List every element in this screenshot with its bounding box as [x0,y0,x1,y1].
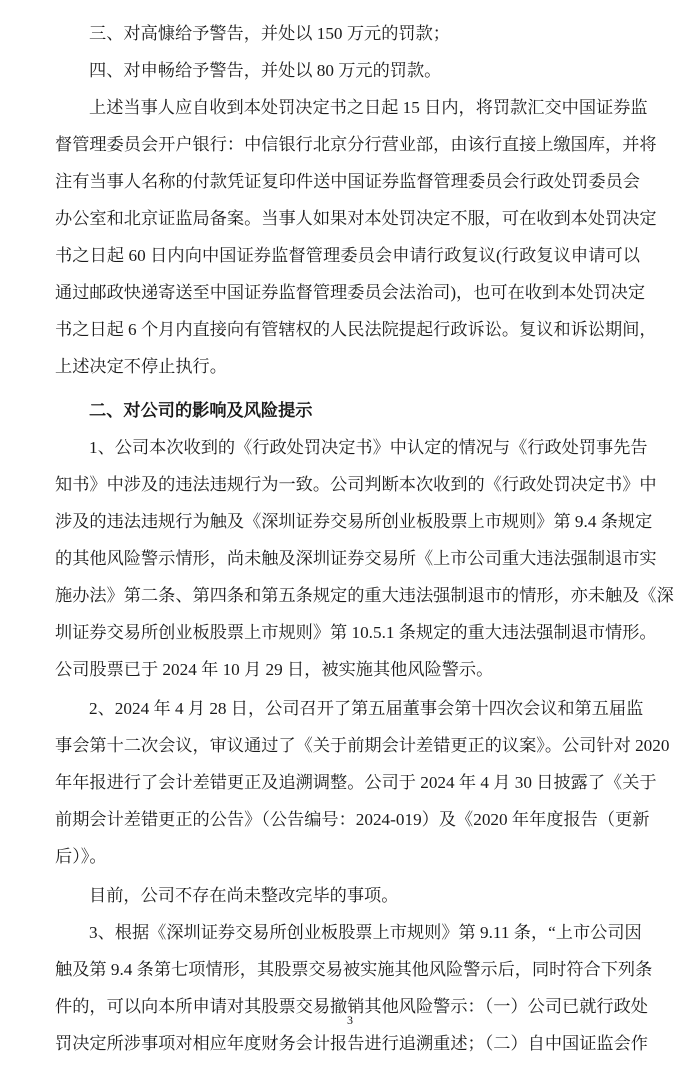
line-item1-6: 圳证券交易所创业板股票上市规则》第 10.5.1 条规定的重大违法强制退市情形。 [55,623,657,642]
line-item2-1: 2、2024 年 4 月 28 日，公司召开了第五届董事会第十四次会议和第五届监 [89,699,644,718]
line-para-payment-2: 督管理委员会开户银行：中信银行北京分行营业部，由该行直接上缴国库，并将 [55,135,657,154]
line-para-payment-8: 上述决定不停止执行。 [55,357,227,376]
line-item3-1: 3、根据《深圳证券交易所创业板股票上市规则》第 9.11 条，“上市公司因 [89,923,642,942]
line-para-payment-1: 上述当事人应自收到本处罚决定书之日起 15 日内，将罚款汇交中国证券监 [89,98,648,117]
line-item1-3: 涉及的违法违规行为触及《深圳证券交易所创业板股票上市规则》第 9.4 条规定 [55,512,653,531]
line-item1-2: 知书》中涉及的违法违规行为一致。公司判断本次收到的《行政处罚决定书》中 [55,475,657,494]
line-para-payment-3: 注有当事人名称的付款凭证复印件送中国证券监督管理委员会行政处罚委员会 [55,172,640,191]
line-item2-2: 事会第十二次会议，审议通过了《关于前期会计差错更正的议案》。公司针对 2020 [55,736,670,755]
line-item1-4: 的其他风险警示情形，尚未触及深圳证券交易所《上市公司重大违法强制退市实 [55,549,657,568]
line-item3-4: 罚决定所涉事项对相应年度财务会计报告进行追溯重述；（二）自中国证监会作 [55,1034,648,1053]
section-heading: 二、对公司的影响及风险提示 [89,401,313,420]
line-item2-5: 后）》。 [55,847,107,866]
line-para-payment-5: 书之日起 60 日内向中国证券监督管理委员会申请行政复议(行政复议申请可以 [55,246,640,265]
line-current-status: 目前，公司不存在尚未整改完毕的事项。 [89,886,399,905]
line-para-payment-7: 书之日起 6 个月内直接向有管辖权的人民法院提起行政诉讼。复议和诉讼期间， [55,320,657,339]
line-item2-3: 年年报进行了会计差错更正及追溯调整。公司于 2024 年 4 月 30 日披露了《关于 [55,773,657,792]
line-para-payment-4: 办公室和北京证监局备案。当事人如果对本处罚决定不服，可在收到本处罚决定 [55,209,657,228]
line-item3-3: 件的，可以向本所申请对其股票交易撤销其他风险警示：（一）公司已就行政处 [55,997,648,1016]
line-item3-2: 触及第 9.4 条第七项情形，其股票交易被实施其他风险警示后，同时符合下列条 [55,960,653,979]
line-item1-7: 公司股票已于 2024 年 10 月 29 日，被实施其他风险警示。 [55,660,494,679]
line-item1-1: 1、公司本次收到的《行政处罚决定书》中认定的情况与《行政处罚事先告 [89,438,648,457]
page-number: 3 [347,1013,353,1027]
line-penalty-4: 四、对申畅给予警告，并处以 80 万元的罚款。 [89,61,442,80]
line-penalty-3: 三、对高慷给予警告，并处以 150 万元的罚款； [89,24,450,43]
line-item1-5: 施办法》第二条、第四条和第五条规定的重大违法强制退市的情形，亦未触及《深 [55,586,674,605]
line-item2-4: 前期会计差错更正的公告》（公告编号：2024-019）及《2020 年年度报告（更新 [55,810,650,829]
line-para-payment-6: 通过邮政快递寄送至中国证券监督管理委员会法治司)，也可在收到本处罚决定 [55,283,646,302]
